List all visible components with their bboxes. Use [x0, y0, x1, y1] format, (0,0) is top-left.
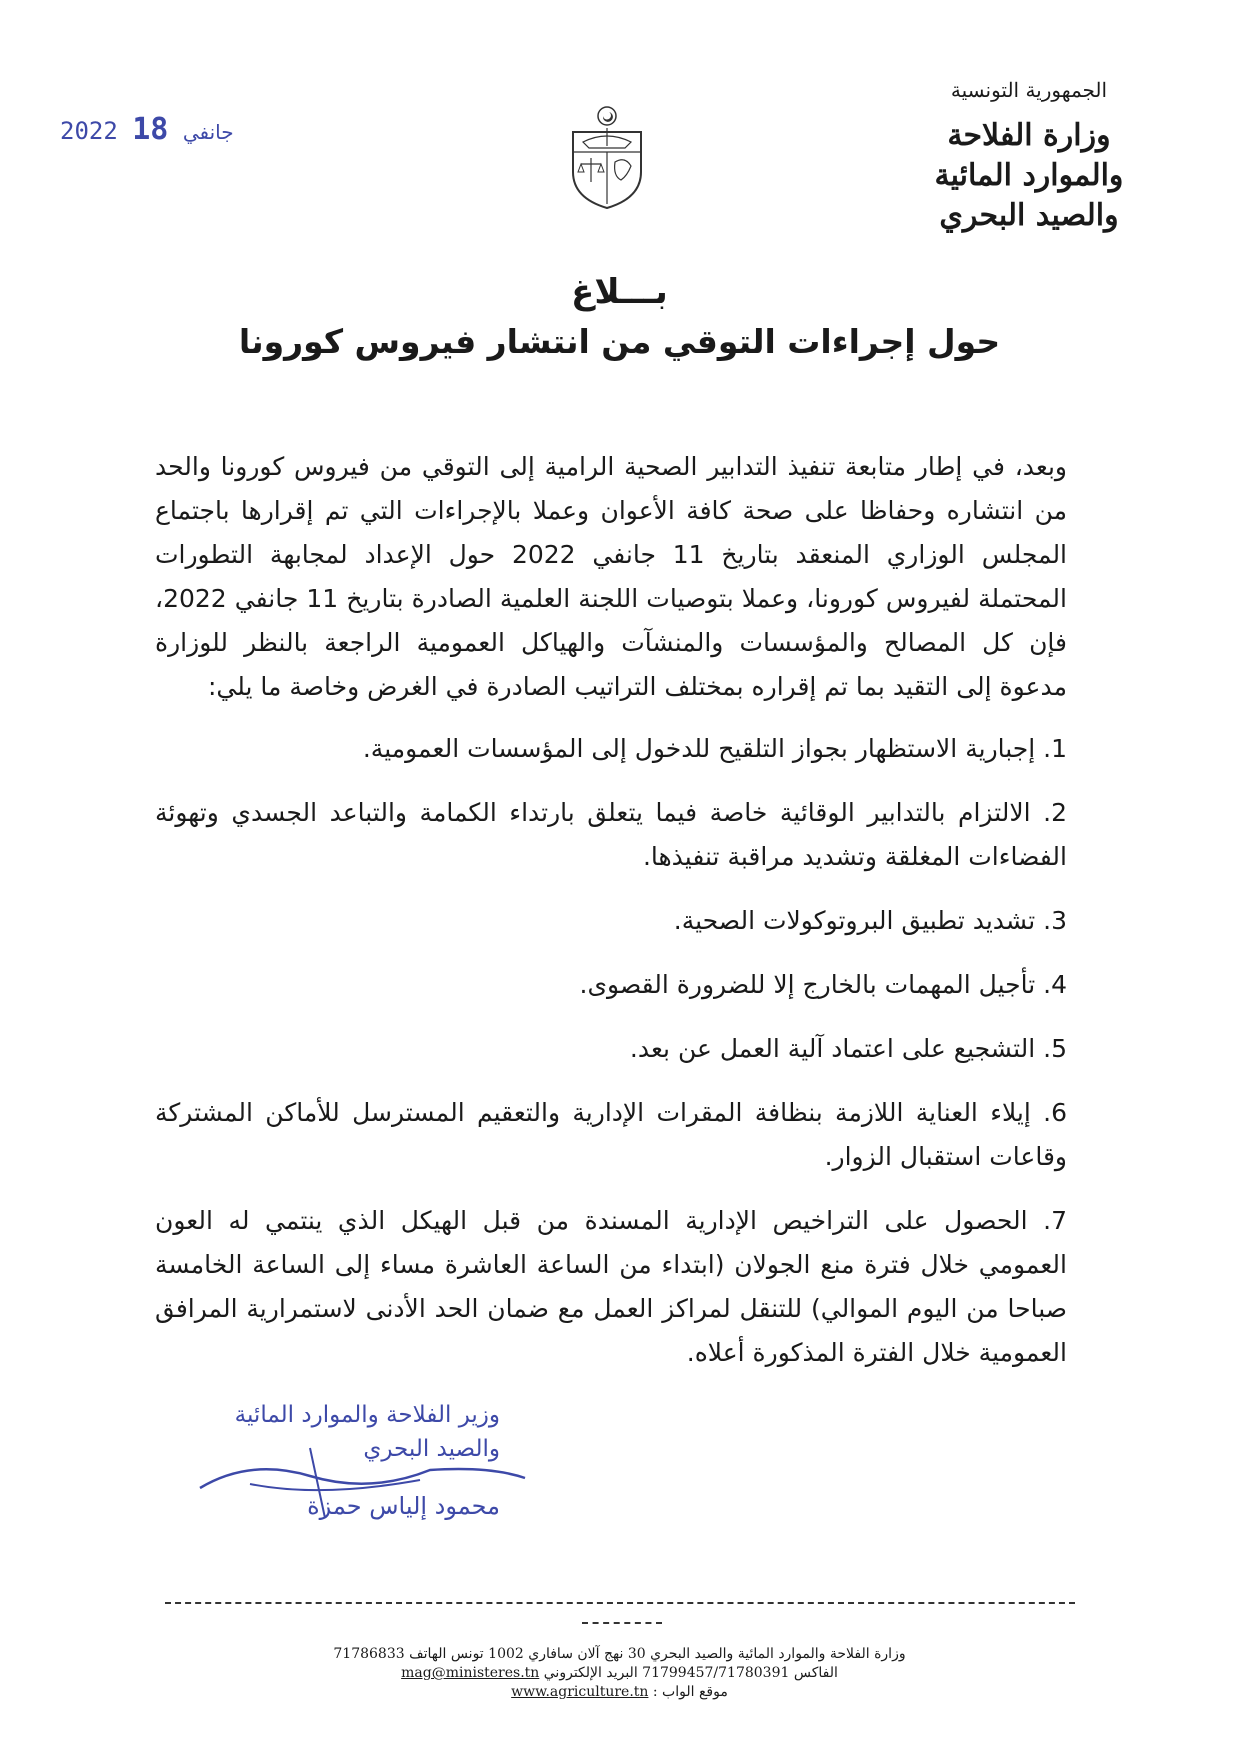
document-title: بـــلاغ: [571, 272, 668, 312]
measure-item-6: 6. إيلاء العناية اللازمة بنظافة المقرات الإدارية والتعقيم المسترسل للأماكن المشتركة وقاعات استقبال الزوار.: [155, 1098, 1067, 1171]
footer-email-link[interactable]: mag@ministeres.tn: [401, 1665, 540, 1681]
tunisia-coat-of-arms-icon: [567, 102, 647, 212]
footer-separator-short: [582, 1622, 662, 1624]
stamp-year: 2022: [60, 117, 118, 145]
ministry-name-line1: وزارة الفلاحة: [947, 118, 1111, 153]
measure-item-5: 5. التشجيع على اعتماد آلية العمل عن بعد.: [629, 1034, 1067, 1063]
measure-item-4: 4. تأجيل المهمات بالخارج إلا للضرورة القصوى.: [579, 970, 1067, 999]
measure-item-2: 2. الالتزام بالتدابير الوقائية خاصة فيما يتعلق بارتداء الكمامة والتباعد الجسدي وتهوئة الفضاءات المغلقة وتشديد مراقبة تنفيذها.: [155, 798, 1067, 871]
signature-block: [180, 1398, 500, 1520]
footer-fax-email: [0, 1664, 1239, 1683]
signatory-role-line2: والصيد البحري: [363, 1436, 500, 1462]
stamp-day: 18: [132, 112, 169, 147]
footer-address: وزارة الفلاحة والموارد المائية والصيد البحري 30 نهج آلان سافاري 1002 تونس الهاتف 71786833: [333, 1646, 906, 1662]
stamp-month: جانفي: [182, 120, 234, 144]
measure-item-1: 1. إجبارية الاستظهار بجواز التلقيح للدخول إلى المؤسسات العمومية.: [362, 734, 1067, 763]
signatory-name: محمود إلياس حمزة: [307, 1492, 500, 1520]
measure-item-7: 7. الحصول على التراخيص الإدارية المسندة من قبل الهيكل الذي ينتمي له العون العمومي خلال فترة منع الجولان (ابتداء من الساعة العاشرة مساء إلى الساعة الخامسة صباحا من اليوم الموالي) للتنقل لمراكز العمل مع ضمان الحد الأدنى لاستمرارية المرافق العمومية خلال الفترة المذكورة أعلاه.: [155, 1206, 1067, 1367]
communique-body: [155, 445, 1067, 1395]
ministry-name-line2: والموارد المائية والصيد البحري: [934, 158, 1124, 233]
footer-fax: الفاكس 71799457/71780391 البريد الإلكتروني: [543, 1665, 838, 1681]
footer-website-link[interactable]: www.agriculture.tn: [511, 1684, 649, 1700]
footer-website: [0, 1683, 1239, 1702]
footer-separator: [165, 1602, 1075, 1604]
received-date-stamp: [60, 112, 234, 147]
footer-contact: [0, 1645, 1239, 1702]
signatory-role-line1: وزير الفلاحة والموارد المائية: [234, 1402, 500, 1428]
document-subtitle: حول إجراءات التوقي من انتشار فيروس كورونا: [238, 322, 1001, 361]
footer-website-label: موقع الواب :: [652, 1684, 728, 1700]
intro-paragraph: وبعد، في إطار متابعة تنفيذ التدابير الصحية الرامية إلى التوقي من فيروس كورونا والحد من انتشاره وحفاظا على صحة كافة الأعوان وعملا بالإجراءات التي تم إقرارها باجتماع المجلس الوزاري المنعقد بتاريخ 11 جانفي 2022 حول الإعداد لمجابهة التطورات المحتملة لفيروس كورونا، وعملا بتوصيات اللجنة العلمية الصادرة بتاريخ 11 جانفي 2022، فإن كل المصالح والمؤسسات والمنشآت والهياكل العمومية الراجعة بالنظر للوزارة مدعوة إلى التقيد بما تم إقراره بمختلف التراتيب الصادرة في الغرض وخاصة ما يلي:: [155, 452, 1068, 701]
ministry-header: [889, 78, 1169, 236]
republic-name: الجمهورية التونسية: [950, 78, 1108, 102]
measure-item-3: 3. تشديد تطبيق البروتوكولات الصحية.: [673, 906, 1067, 935]
